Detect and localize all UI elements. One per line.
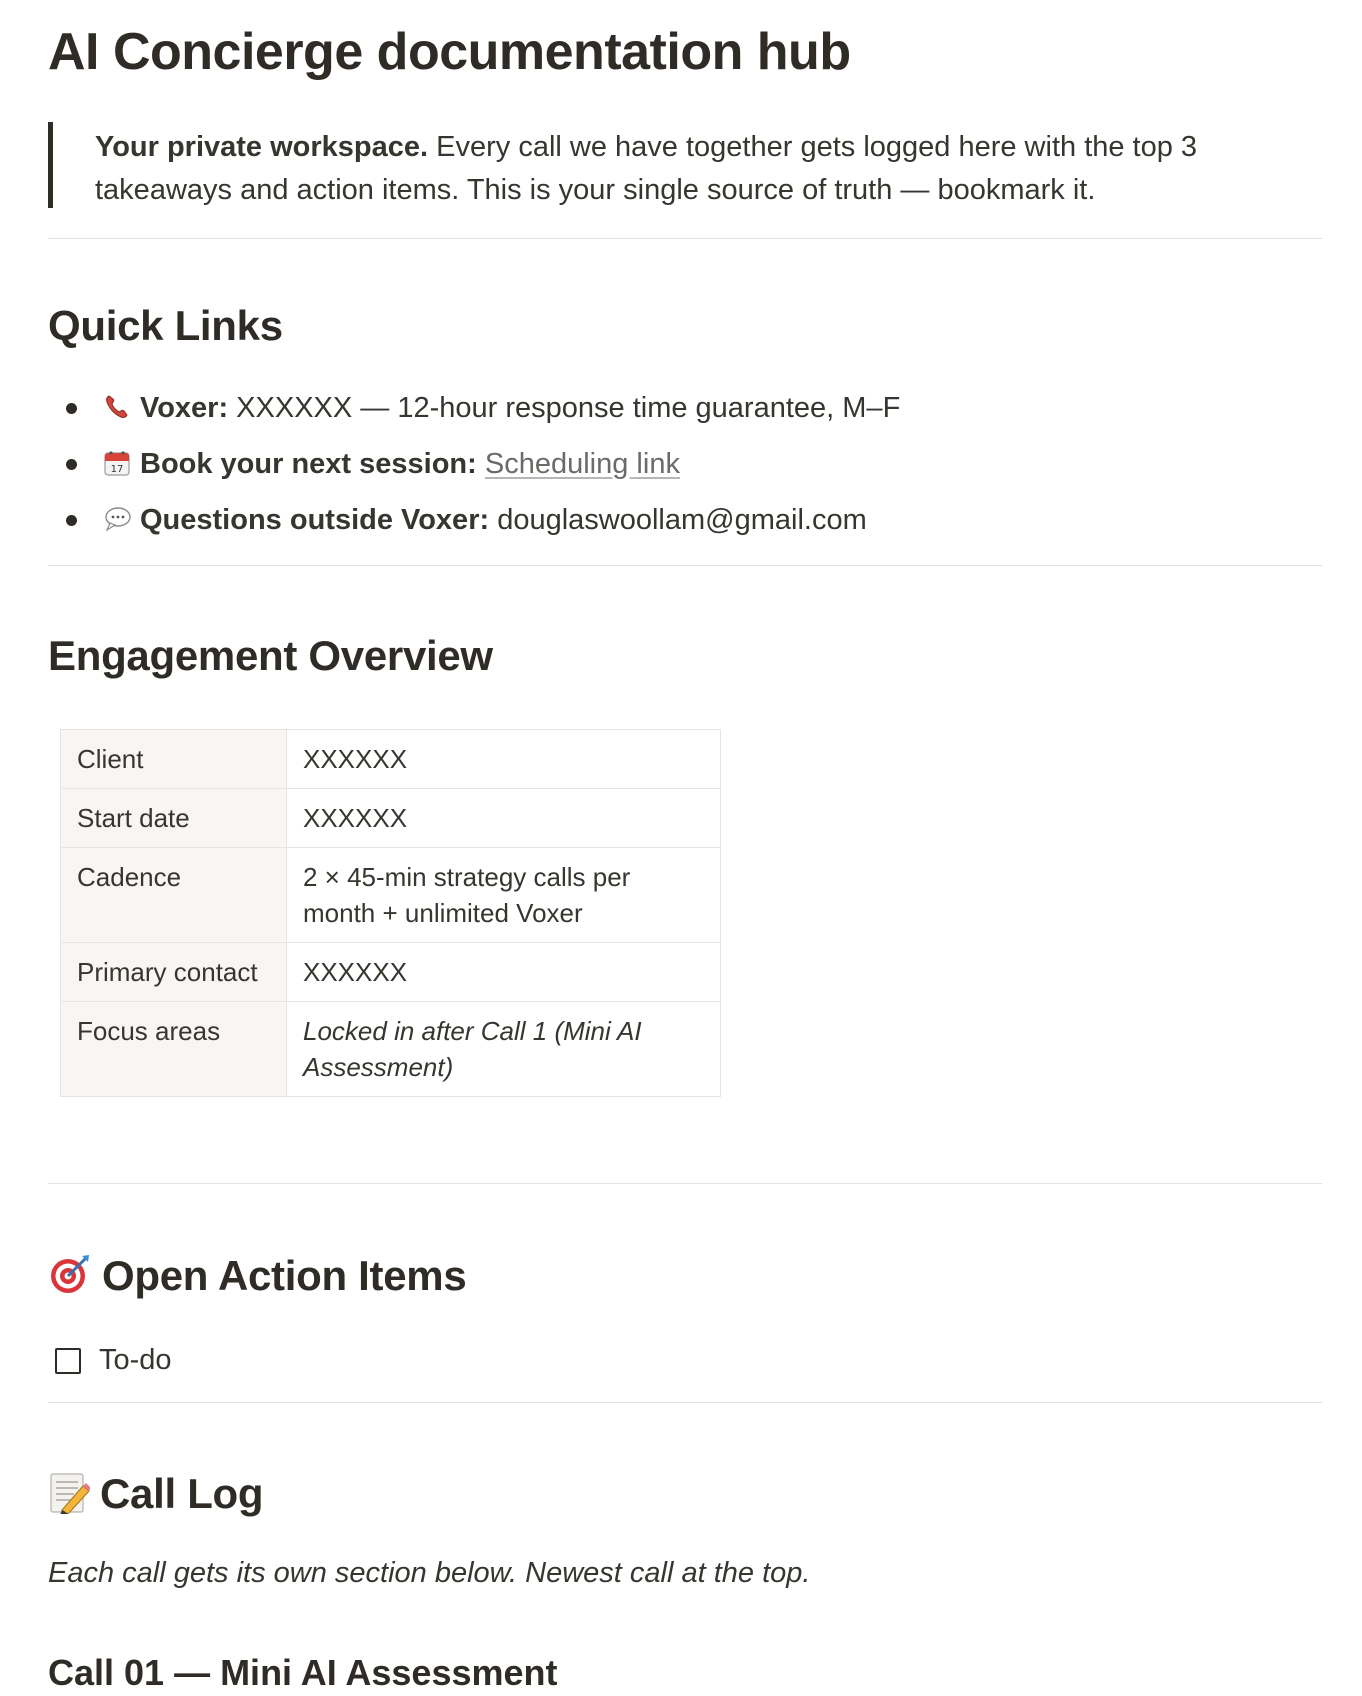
divider <box>48 1402 1322 1403</box>
intro-quote <box>48 122 1228 208</box>
engagement-heading: Engagement Overview <box>48 632 493 679</box>
quick-links-list <box>48 380 900 548</box>
memo-pencil-icon <box>48 1470 90 1524</box>
todo-checkbox[interactable] <box>55 1348 81 1374</box>
quick-link-label: Questions outside Voxer: <box>140 504 490 536</box>
table-value: XXXXXX <box>287 943 721 1002</box>
call-log-title: Call Log <box>100 1470 264 1518</box>
divider <box>48 238 1322 239</box>
quick-link-label: Book your next session: <box>140 448 477 480</box>
table-value: 2 × 45-min strategy calls per month + unlimited Voxer <box>287 848 721 943</box>
todo-label: To-do <box>99 1344 172 1376</box>
table-row <box>61 1002 721 1097</box>
scheduling-link[interactable]: Scheduling link <box>484 448 680 480</box>
bullet-icon <box>66 515 77 526</box>
table-value: XXXXXX <box>287 730 721 789</box>
intro-quote-bold: Your private workspace. <box>95 131 429 163</box>
speech-balloon-icon <box>102 497 132 527</box>
engagement-table <box>60 729 721 1097</box>
quick-link-label: Voxer: <box>140 392 229 424</box>
table-row <box>61 730 721 789</box>
svg-text:17: 17 <box>110 464 124 475</box>
quick-link-voxer <box>48 380 900 436</box>
page-title: AI Concierge documentation hub <box>48 23 851 81</box>
quick-link-text: XXXXXX — 12-hour response time guarantee, M–F <box>228 392 901 424</box>
table-key: Cadence <box>61 848 287 943</box>
table-key: Focus areas <box>61 1002 287 1097</box>
table-value: XXXXXX <box>287 789 721 848</box>
table-row <box>61 789 721 848</box>
quick-link-text: douglaswoollam@gmail.com <box>489 504 867 536</box>
quick-link-email <box>48 492 900 548</box>
intro-quote-text: Every call we have together gets logged here with the top 3 takeaways and action items. This is your single source of truth — bookmark it. <box>95 131 1198 206</box>
quick-links-heading: Quick Links <box>48 302 283 349</box>
call-entry-title: Call 01 — Mini AI Assessment <box>48 1652 558 1693</box>
telephone-receiver-icon <box>102 385 132 415</box>
table-key: Primary contact <box>61 943 287 1002</box>
direct-hit-target-icon <box>48 1252 92 1306</box>
action-items-title: Open Action Items <box>102 1252 467 1300</box>
bullet-icon <box>66 403 77 414</box>
table-key: Start date <box>61 789 287 848</box>
table-value: Locked in after Call 1 (Mini AI Assessment) <box>287 1002 721 1097</box>
call-log-heading <box>48 1470 263 1524</box>
divider <box>48 565 1322 566</box>
divider <box>48 1183 1322 1184</box>
action-items-heading <box>48 1252 466 1306</box>
calendar-icon <box>102 441 132 475</box>
quick-link-booking <box>48 436 900 492</box>
table-row <box>61 848 721 943</box>
table-row <box>61 943 721 1002</box>
todo-item <box>55 1340 172 1380</box>
bullet-icon <box>66 459 77 470</box>
call-log-description: Each call gets its own section below. Newest call at the top. <box>48 1557 811 1589</box>
table-key: Client <box>61 730 287 789</box>
